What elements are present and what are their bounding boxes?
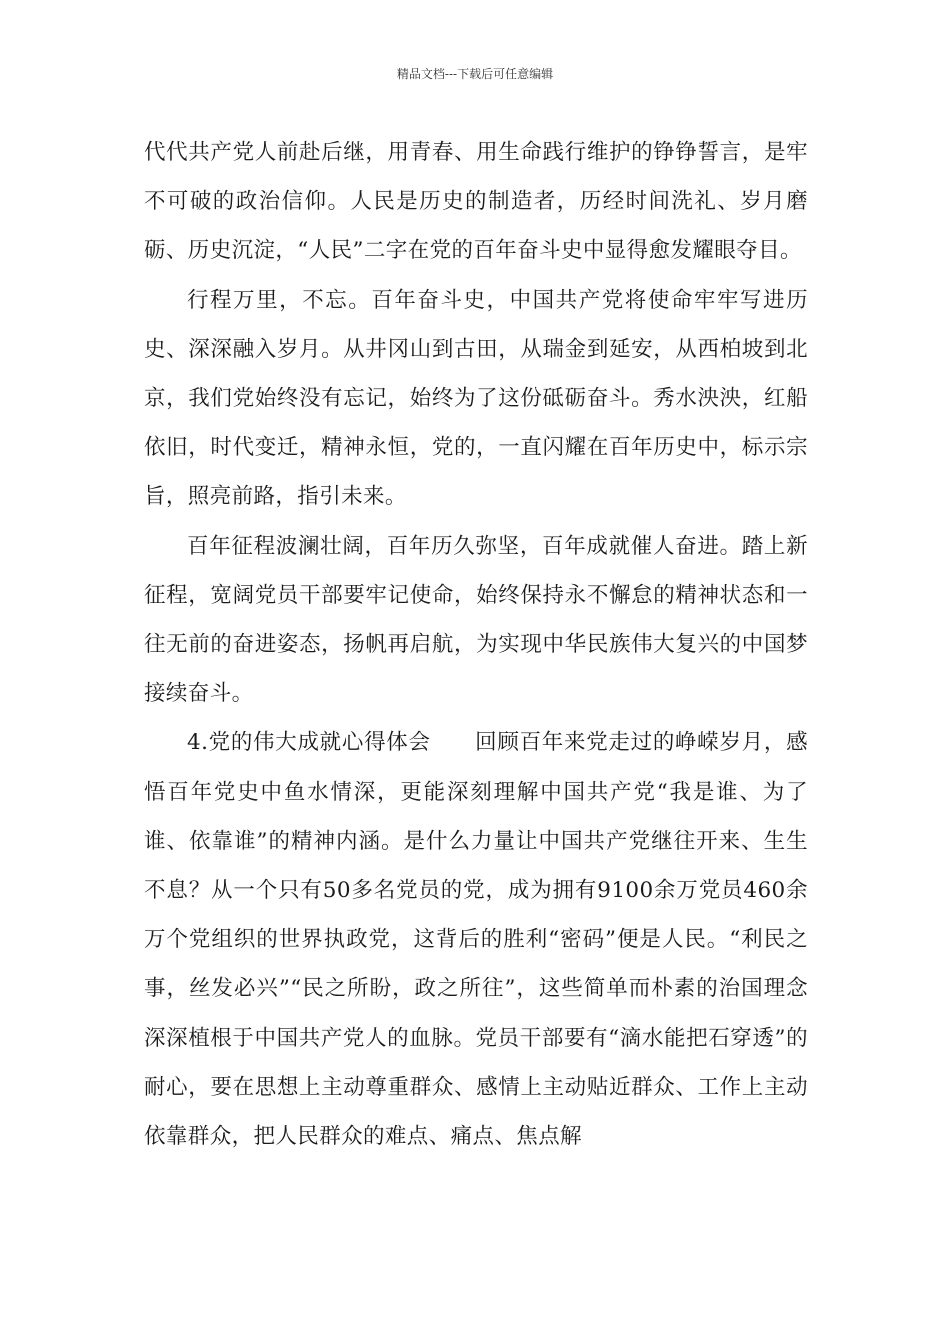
paragraph-3: 百年征程波澜壮阔，百年历久弥坚，百年成就催人奋进。踏上新征程，宽阔党员干部要牢记使命，始终保持永不懈怠的精神状态和一往无前的奋进姿态，扬帆再启航，为实现中华民族伟大复兴的中国梦接续奋斗。 [144,533,808,707]
paragraph-1: 代代共产党人前赴后继，用青春、用生命践行维护的铮铮誓言，是牢不可破的政治信仰。人民是历史的制造者，历经时间洗礼、岁月磨砺、历史沉淀，“人民”二字在党的百年奋斗史中显得愈发耀眼夺目。 [144,140,808,264]
paragraph-2: 行程万里，不忘。百年奋斗史，中国共产党将使命牢牢写进历史、深深融入岁月。从井冈山到古田，从瑞金到延安，从西柏坡到北京，我们党始终没有忘记，始终为了这份砥砺奋斗。秀水泱泱，红船依旧，时代变迁，精神永恒，党的，一直闪耀在百年历史中，标示宗旨，照亮前路，指引未来。 [144,287,808,510]
paragraph-4: 4.党的伟大成就心得体会 回顾百年来党走过的峥嵘岁月，感悟百年党史中鱼水情深，更能深刻理解中国共产党“我是谁、为了谁、依靠谁”的精神内涵。是什么力量让中国共产党继往开来、生生不息？从一个只有50多名党员的党，成为拥有9100余万党员460余万个党组织的世界执政党，这背后的胜利“密码”便是人民。“利民之事，丝发必兴”“民之所盼，政之所往”，这些简单而朴素的治国理念深深植根于中国共产党人的血脉。党员干部要有“滴水能把石穿透”的耐心，要在思想上主动尊重群众、感情上主动贴近群众、工作上主动依靠群众，把人民群众的难点、痛点、焦点解 [144,730,808,1150]
page-header: 精品文档---下载后可任意编辑 [396,67,554,81]
document-body [144,128,808,1161]
